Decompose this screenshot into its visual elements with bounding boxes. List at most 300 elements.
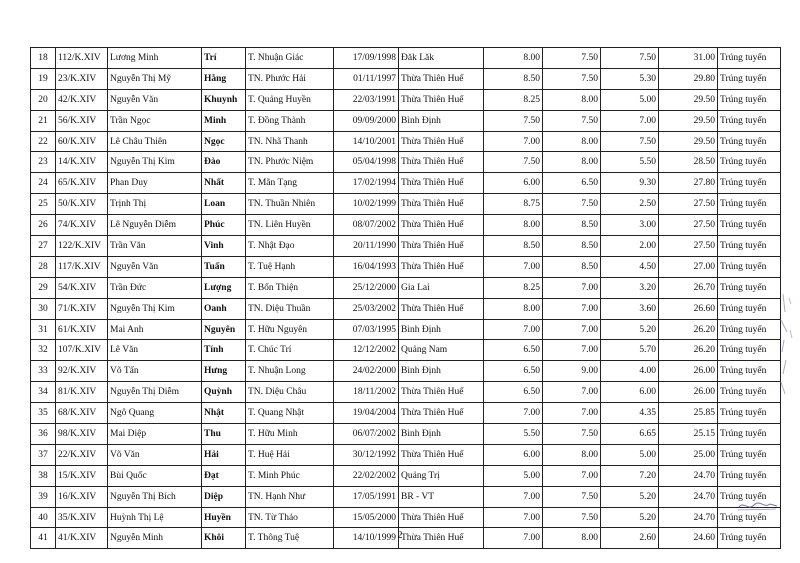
cell-score-3: 4.50 xyxy=(601,256,659,277)
cell-given-name: Lượng xyxy=(202,277,246,298)
cell-score-3: 5.50 xyxy=(601,152,659,173)
cell-score-2: 7.50 xyxy=(543,68,601,89)
cell-score-2: 7.50 xyxy=(543,194,601,215)
cell-birth-place: Thừa Thiên Huế xyxy=(399,194,484,215)
cell-birth-date: 25/03/2002 xyxy=(334,298,399,319)
cell-total-score: 27.50 xyxy=(659,194,718,215)
cell-result: Trúng tuyển xyxy=(718,48,781,69)
cell-stt: 40 xyxy=(31,507,56,528)
cell-result: Trúng tuyển xyxy=(718,68,781,89)
cell-score-3: 4.35 xyxy=(601,403,659,424)
cell-result: Trúng tuyển xyxy=(718,173,781,194)
cell-registration-number: 54/K.XIV xyxy=(56,277,108,298)
cell-surname: Trần Văn xyxy=(108,236,202,257)
cell-score-1: 6.00 xyxy=(484,173,543,194)
cell-score-3: 2.50 xyxy=(601,194,659,215)
cell-surname: Lê Văn xyxy=(108,340,202,361)
cell-birth-place: Thừa Thiên Huế xyxy=(399,507,484,528)
table-row xyxy=(31,277,781,298)
cell-dharma-name: T. Nhuận Long xyxy=(246,361,334,382)
table-row xyxy=(31,89,781,110)
cell-dharma-name: TN. Hạnh Như xyxy=(246,486,334,507)
cell-dharma-name: TN. Liên Huyền xyxy=(246,215,334,236)
cell-birth-place: Thừa Thiên Huế xyxy=(399,131,484,152)
cell-score-1: 8.25 xyxy=(484,277,543,298)
cell-dharma-name: T. Quảng Huyền xyxy=(246,89,334,110)
cell-stt: 19 xyxy=(31,68,56,89)
cell-given-name: Tính xyxy=(202,340,246,361)
cell-surname: Trần Ngọc xyxy=(108,110,202,131)
cell-given-name: Nhất xyxy=(202,173,246,194)
cell-total-score: 24.60 xyxy=(659,528,718,549)
cell-result: Trúng tuyển xyxy=(718,277,781,298)
cell-result: Trúng tuyển xyxy=(718,89,781,110)
cell-score-1: 7.50 xyxy=(484,110,543,131)
cell-total-score: 26.00 xyxy=(659,382,718,403)
cell-score-3: 3.20 xyxy=(601,277,659,298)
cell-birth-date: 18/11/2002 xyxy=(334,382,399,403)
cell-score-2: 7.50 xyxy=(543,110,601,131)
cell-score-2: 7.00 xyxy=(543,277,601,298)
cell-score-1: 8.00 xyxy=(484,298,543,319)
cell-total-score: 26.70 xyxy=(659,277,718,298)
cell-registration-number: 61/K.XIV xyxy=(56,319,108,340)
cell-total-score: 25.15 xyxy=(659,424,718,445)
cell-score-3: 5.70 xyxy=(601,340,659,361)
cell-given-name: Thu xyxy=(202,424,246,445)
cell-birth-place: Thừa Thiên Huế xyxy=(399,444,484,465)
cell-score-3: 3.00 xyxy=(601,215,659,236)
cell-birth-date: 10/02/1999 xyxy=(334,194,399,215)
cell-birth-place: Thừa Thiên Huế xyxy=(399,68,484,89)
cell-surname: Võ Tấn xyxy=(108,361,202,382)
table-row xyxy=(31,173,781,194)
cell-score-2: 8.50 xyxy=(543,215,601,236)
cell-score-3: 5.20 xyxy=(601,507,659,528)
cell-birth-date: 30/12/1992 xyxy=(334,444,399,465)
cell-birth-place: Thừa Thiên Huế xyxy=(399,89,484,110)
cell-score-1: 8.00 xyxy=(484,48,543,69)
cell-surname: Huỳnh Thị Lệ xyxy=(108,507,202,528)
cell-dharma-name: TN. Diệu Châu xyxy=(246,382,334,403)
cell-score-3: 5.00 xyxy=(601,89,659,110)
cell-score-2: 8.00 xyxy=(543,444,601,465)
cell-given-name: Tuấn xyxy=(202,256,246,277)
cell-given-name: Oanh xyxy=(202,298,246,319)
cell-dharma-name: TN. Phước Niệm xyxy=(246,152,334,173)
cell-registration-number: 14/K.XIV xyxy=(56,152,108,173)
cell-result: Trúng tuyển xyxy=(718,444,781,465)
cell-dharma-name: T. Huệ Hải xyxy=(246,444,334,465)
cell-total-score: 27.50 xyxy=(659,236,718,257)
cell-stt: 37 xyxy=(31,444,56,465)
cell-score-3: 5.00 xyxy=(601,444,659,465)
cell-score-2: 7.50 xyxy=(543,507,601,528)
cell-result: Trúng tuyển xyxy=(718,361,781,382)
cell-total-score: 26.60 xyxy=(659,298,718,319)
cell-total-score: 24.70 xyxy=(659,465,718,486)
cell-registration-number: 81/K.XIV xyxy=(56,382,108,403)
cell-score-2: 7.00 xyxy=(543,340,601,361)
cell-score-1: 8.25 xyxy=(484,89,543,110)
cell-total-score: 29.50 xyxy=(659,89,718,110)
handwritten-margin-mark xyxy=(775,290,797,400)
cell-score-3: 2.60 xyxy=(601,528,659,549)
cell-score-3: 7.00 xyxy=(601,110,659,131)
cell-dharma-name: T. Hữu Nguyên xyxy=(246,319,334,340)
cell-birth-date: 12/12/2002 xyxy=(334,340,399,361)
cell-registration-number: 74/K.XIV xyxy=(56,215,108,236)
cell-dharma-name: T. Quang Nhật xyxy=(246,403,334,424)
cell-birth-date: 16/04/1993 xyxy=(334,256,399,277)
cell-given-name: Nhật xyxy=(202,403,246,424)
cell-birth-place: Thừa Thiên Huế xyxy=(399,403,484,424)
cell-score-3: 7.50 xyxy=(601,48,659,69)
cell-score-1: 7.00 xyxy=(484,486,543,507)
cell-given-name: Diệp xyxy=(202,486,246,507)
cell-score-3: 6.00 xyxy=(601,382,659,403)
cell-surname: Nguyễn Thị Mỹ xyxy=(108,68,202,89)
cell-result: Trúng tuyển xyxy=(718,528,781,549)
cell-registration-number: 42/K.XIV xyxy=(56,89,108,110)
cell-birth-date: 22/03/1991 xyxy=(334,89,399,110)
table-row xyxy=(31,110,781,131)
cell-stt: 23 xyxy=(31,152,56,173)
table-row xyxy=(31,465,781,486)
cell-registration-number: 65/K.XIV xyxy=(56,173,108,194)
cell-birth-date: 17/09/1998 xyxy=(334,48,399,69)
cell-stt: 22 xyxy=(31,131,56,152)
cell-birth-date: 07/03/1995 xyxy=(334,319,399,340)
cell-given-name: Hằng xyxy=(202,68,246,89)
table-row xyxy=(31,48,781,69)
cell-score-1: 8.50 xyxy=(484,236,543,257)
cell-score-2: 7.00 xyxy=(543,403,601,424)
cell-score-1: 7.50 xyxy=(484,152,543,173)
cell-score-3: 2.00 xyxy=(601,236,659,257)
cell-total-score: 24.70 xyxy=(659,507,718,528)
cell-birth-place: Bình Định xyxy=(399,110,484,131)
cell-stt: 27 xyxy=(31,236,56,257)
cell-score-2: 8.50 xyxy=(543,256,601,277)
cell-total-score: 31.00 xyxy=(659,48,718,69)
cell-surname: Lê Nguyễn Diễm xyxy=(108,215,202,236)
table-row xyxy=(31,424,781,445)
cell-given-name: Minh xyxy=(202,110,246,131)
page-number: 2 xyxy=(397,530,403,541)
cell-birth-date: 06/07/2002 xyxy=(334,424,399,445)
cell-given-name: Đào xyxy=(202,152,246,173)
cell-score-1: 7.00 xyxy=(484,528,543,549)
cell-birth-place: Thừa Thiên Huế xyxy=(399,236,484,257)
cell-given-name: Loan xyxy=(202,194,246,215)
cell-score-1: 7.00 xyxy=(484,131,543,152)
cell-score-1: 8.50 xyxy=(484,68,543,89)
cell-dharma-name: TN. Nhã Thanh xyxy=(246,131,334,152)
cell-score-1: 5.00 xyxy=(484,465,543,486)
cell-total-score: 27.00 xyxy=(659,256,718,277)
cell-registration-number: 122/K.XIV xyxy=(56,236,108,257)
table-row xyxy=(31,194,781,215)
cell-birth-place: BR - VT xyxy=(399,486,484,507)
cell-given-name: Khôi xyxy=(202,528,246,549)
cell-score-2: 6.50 xyxy=(543,173,601,194)
cell-surname: Ngô Quang xyxy=(108,403,202,424)
cell-dharma-name: T. Tuệ Hạnh xyxy=(246,256,334,277)
cell-score-3: 4.00 xyxy=(601,361,659,382)
cell-stt: 31 xyxy=(31,319,56,340)
cell-dharma-name: T. Nhuận Giác xyxy=(246,48,334,69)
cell-score-2: 7.00 xyxy=(543,465,601,486)
cell-surname: Phan Duy xyxy=(108,173,202,194)
cell-birth-date: 17/02/1994 xyxy=(334,173,399,194)
cell-score-1: 7.00 xyxy=(484,507,543,528)
cell-birth-date: 20/11/1990 xyxy=(334,236,399,257)
table-row xyxy=(31,361,781,382)
cell-dharma-name: TN. Thuần Nhiên xyxy=(246,194,334,215)
cell-stt: 28 xyxy=(31,256,56,277)
table-row xyxy=(31,507,781,528)
cell-birth-date: 24/02/2000 xyxy=(334,361,399,382)
cell-surname: Nguyễn Thị Kim xyxy=(108,298,202,319)
cell-stt: 25 xyxy=(31,194,56,215)
cell-surname: Nguyễn Thị Bích xyxy=(108,486,202,507)
cell-birth-place: Thừa Thiên Huế xyxy=(399,528,484,549)
table-body xyxy=(31,48,781,549)
cell-score-2: 8.00 xyxy=(543,152,601,173)
cell-dharma-name: TN. Diệu Thuần xyxy=(246,298,334,319)
cell-score-1: 7.00 xyxy=(484,403,543,424)
cell-result: Trúng tuyển xyxy=(718,298,781,319)
cell-given-name: Hải xyxy=(202,444,246,465)
cell-score-2: 7.00 xyxy=(543,298,601,319)
cell-given-name: Khuynh xyxy=(202,89,246,110)
cell-surname: Lê Châu Thiên xyxy=(108,131,202,152)
cell-result: Trúng tuyển xyxy=(718,486,781,507)
table-row xyxy=(31,236,781,257)
cell-dharma-name: T. Đồng Thành xyxy=(246,110,334,131)
cell-surname: Mai Diệp xyxy=(108,424,202,445)
cell-birth-place: Thừa Thiên Huế xyxy=(399,298,484,319)
cell-dharma-name: T. Mãn Tạng xyxy=(246,173,334,194)
cell-score-3: 5.20 xyxy=(601,486,659,507)
cell-result: Trúng tuyển xyxy=(718,465,781,486)
cell-result: Trúng tuyển xyxy=(718,236,781,257)
cell-score-1: 6.00 xyxy=(484,444,543,465)
cell-dharma-name: T. Bổn Thiện xyxy=(246,277,334,298)
cell-stt: 18 xyxy=(31,48,56,69)
cell-birth-place: Thừa Thiên Huế xyxy=(399,215,484,236)
cell-stt: 33 xyxy=(31,361,56,382)
cell-birth-place: Quảng Trị xyxy=(399,465,484,486)
cell-score-1: 7.00 xyxy=(484,319,543,340)
cell-registration-number: 60/K.XIV xyxy=(56,131,108,152)
cell-total-score: 28.50 xyxy=(659,152,718,173)
cell-score-3: 6.65 xyxy=(601,424,659,445)
cell-given-name: Ngọc xyxy=(202,131,246,152)
cell-given-name: Huyền xyxy=(202,507,246,528)
cell-result: Trúng tuyển xyxy=(718,215,781,236)
cell-result: Trúng tuyển xyxy=(718,152,781,173)
cell-score-3: 7.20 xyxy=(601,465,659,486)
cell-score-2: 7.50 xyxy=(543,48,601,69)
cell-stt: 21 xyxy=(31,110,56,131)
cell-given-name: Nguyên xyxy=(202,319,246,340)
cell-given-name: Hưng xyxy=(202,361,246,382)
cell-given-name: Quỳnh xyxy=(202,382,246,403)
cell-result: Trúng tuyển xyxy=(718,110,781,131)
cell-score-1: 6.50 xyxy=(484,382,543,403)
cell-stt: 32 xyxy=(31,340,56,361)
cell-total-score: 26.20 xyxy=(659,319,718,340)
cell-birth-date: 14/10/1999 xyxy=(334,528,399,549)
cell-stt: 41 xyxy=(31,528,56,549)
cell-surname: Bùi Quốc xyxy=(108,465,202,486)
cell-score-1: 7.00 xyxy=(484,256,543,277)
cell-registration-number: 98/K.XIV xyxy=(56,424,108,445)
cell-total-score: 25.00 xyxy=(659,444,718,465)
cell-birth-date: 22/02/2002 xyxy=(334,465,399,486)
table-row xyxy=(31,131,781,152)
cell-surname: Mai Anh xyxy=(108,319,202,340)
cell-birth-place: Bình Định xyxy=(399,319,484,340)
cell-dharma-name: T. Hữu Minh xyxy=(246,424,334,445)
cell-given-name: Phúc xyxy=(202,215,246,236)
cell-registration-number: 35/K.XIV xyxy=(56,507,108,528)
cell-result: Trúng tuyển xyxy=(718,319,781,340)
cell-registration-number: 15/K.XIV xyxy=(56,465,108,486)
cell-result: Trúng tuyển xyxy=(718,131,781,152)
cell-score-2: 8.00 xyxy=(543,89,601,110)
results-table xyxy=(30,47,781,549)
cell-score-2: 7.00 xyxy=(543,319,601,340)
cell-score-1: 8.00 xyxy=(484,215,543,236)
cell-stt: 29 xyxy=(31,277,56,298)
cell-score-1: 6.50 xyxy=(484,340,543,361)
cell-stt: 38 xyxy=(31,465,56,486)
cell-score-2: 7.50 xyxy=(543,424,601,445)
cell-total-score: 26.20 xyxy=(659,340,718,361)
cell-score-2: 8.00 xyxy=(543,528,601,549)
cell-dharma-name: T. Thông Tuệ xyxy=(246,528,334,549)
cell-birth-place: Quảng Nam xyxy=(399,340,484,361)
cell-dharma-name: T. Chúc Trí xyxy=(246,340,334,361)
cell-score-2: 8.50 xyxy=(543,236,601,257)
cell-stt: 35 xyxy=(31,403,56,424)
cell-given-name: Đạt xyxy=(202,465,246,486)
table-row xyxy=(31,382,781,403)
cell-birth-date: 25/12/2000 xyxy=(334,277,399,298)
table-row xyxy=(31,486,781,507)
cell-stt: 34 xyxy=(31,382,56,403)
cell-birth-date: 05/04/1998 xyxy=(334,152,399,173)
cell-dharma-name: TN. Từ Thảo xyxy=(246,507,334,528)
cell-surname: Nguyễn Văn xyxy=(108,89,202,110)
cell-birth-date: 17/05/1991 xyxy=(334,486,399,507)
cell-score-3: 7.50 xyxy=(601,131,659,152)
cell-registration-number: 68/K.XIV xyxy=(56,403,108,424)
cell-birth-place: Thừa Thiên Huế xyxy=(399,152,484,173)
cell-stt: 36 xyxy=(31,424,56,445)
cell-registration-number: 112/K.XIV xyxy=(56,48,108,69)
table-row xyxy=(31,403,781,424)
cell-score-2: 7.50 xyxy=(543,486,601,507)
cell-birth-place: Bình Định xyxy=(399,424,484,445)
cell-dharma-name: T. Minh Phúc xyxy=(246,465,334,486)
cell-registration-number: 92/K.XIV xyxy=(56,361,108,382)
table-row xyxy=(31,215,781,236)
cell-result: Trúng tuyển xyxy=(718,382,781,403)
cell-result: Trúng tuyển xyxy=(718,340,781,361)
cell-score-1: 8.75 xyxy=(484,194,543,215)
cell-birth-date: 01/11/1997 xyxy=(334,68,399,89)
cell-surname: Lương Minh xyxy=(108,48,202,69)
cell-total-score: 29.50 xyxy=(659,110,718,131)
table-row xyxy=(31,152,781,173)
cell-birth-place: Bình Định xyxy=(399,361,484,382)
cell-total-score: 26.00 xyxy=(659,361,718,382)
cell-birth-place: Gia Lai xyxy=(399,277,484,298)
cell-score-3: 3.60 xyxy=(601,298,659,319)
cell-total-score: 29.50 xyxy=(659,131,718,152)
cell-birth-date: 19/04/2004 xyxy=(334,403,399,424)
cell-score-2: 8.00 xyxy=(543,131,601,152)
cell-score-3: 9.30 xyxy=(601,173,659,194)
cell-result: Trúng tuyển xyxy=(718,403,781,424)
cell-registration-number: 107/K.XIV xyxy=(56,340,108,361)
handwritten-initials-mark xyxy=(736,497,780,513)
cell-birth-date: 09/09/2000 xyxy=(334,110,399,131)
cell-total-score: 24.70 xyxy=(659,486,718,507)
cell-stt: 24 xyxy=(31,173,56,194)
cell-result: Trúng tuyển xyxy=(718,256,781,277)
cell-score-1: 6.50 xyxy=(484,361,543,382)
cell-stt: 20 xyxy=(31,89,56,110)
cell-total-score: 25.85 xyxy=(659,403,718,424)
table-row xyxy=(31,444,781,465)
cell-dharma-name: T. Nhật Đạo xyxy=(246,236,334,257)
cell-surname: Trịnh Thị xyxy=(108,194,202,215)
cell-surname: Võ Văn xyxy=(108,444,202,465)
cell-registration-number: 50/K.XIV xyxy=(56,194,108,215)
table-row xyxy=(31,340,781,361)
cell-result: Trúng tuyển xyxy=(718,194,781,215)
cell-surname: Nguyễn Thị Diễm xyxy=(108,382,202,403)
cell-given-name: Vinh xyxy=(202,236,246,257)
cell-birth-date: 08/07/2002 xyxy=(334,215,399,236)
cell-surname: Nguyễn Thị Kim xyxy=(108,152,202,173)
cell-registration-number: 23/K.XIV xyxy=(56,68,108,89)
cell-stt: 30 xyxy=(31,298,56,319)
table-row xyxy=(31,298,781,319)
cell-total-score: 27.50 xyxy=(659,215,718,236)
cell-birth-date: 14/10/2001 xyxy=(334,131,399,152)
cell-birth-place: Thừa Thiên Huế xyxy=(399,382,484,403)
cell-score-2: 9.00 xyxy=(543,361,601,382)
cell-total-score: 27.80 xyxy=(659,173,718,194)
cell-score-2: 7.00 xyxy=(543,382,601,403)
cell-registration-number: 56/K.XIV xyxy=(56,110,108,131)
cell-registration-number: 71/K.XIV xyxy=(56,298,108,319)
cell-score-3: 5.30 xyxy=(601,68,659,89)
cell-birth-place: Thừa Thiên Huế xyxy=(399,256,484,277)
cell-stt: 39 xyxy=(31,486,56,507)
cell-registration-number: 41/K.XIV xyxy=(56,528,108,549)
cell-result: Trúng tuyển xyxy=(718,507,781,528)
cell-given-name: Trí xyxy=(202,48,246,69)
table-row xyxy=(31,319,781,340)
cell-registration-number: 117/K.XIV xyxy=(56,256,108,277)
